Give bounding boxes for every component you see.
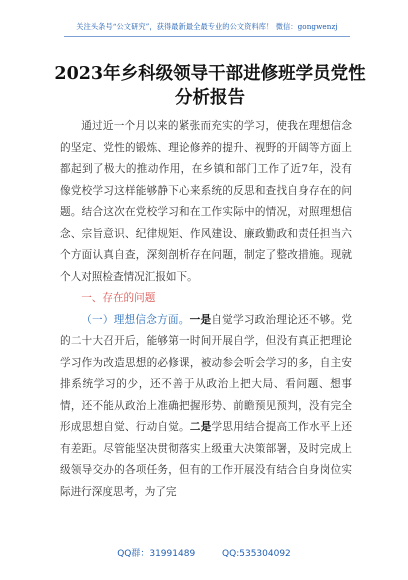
point1-label: 一是 <box>189 313 212 326</box>
footer-qq: QQ:535304092 <box>222 549 291 559</box>
intro-paragraph: 通过近一个月以来的紧张而充实的学习，使我在理想信念的坚定、党性的锻炼、理论修养的提升、视野的开阔等方面上都起到了极大的推动作用，在乡镇和部门工作了近7年，没有像党校学习这样能够静下心来系统的反思和查找自身存在的问题。结合这次在党校学习和在工作实际中的情况，对照理想信念、宗旨意识、纪律规矩、作风建设、廉政勤政和责任担当六个方面认真自查，深刻剖析存在问题，制定了整改措施。现就个人对照检查情况汇报如下。 <box>60 120 352 283</box>
header-banner[interactable]: 关注头条号“公文研究”，获得最新最全最专业的公文资料库！ 微信：gongwenzj <box>76 22 338 31</box>
subsection-paragraph <box>60 310 352 504</box>
document-title: 2023年乡科级领导干部进修班学员党性分析报告 <box>54 64 366 108</box>
subsection-heading: （一）理想信念方面。 <box>81 313 190 326</box>
header-divider <box>64 36 350 37</box>
point2-text: 学思用结合提高工作水平上还有差距。尽管能坚决贯彻落实上级重大决策部署，及时完成上级领导交办的各项任务，但有的工作开展没有结合自身岗位实际进行深度思考，为了完 <box>60 421 353 498</box>
section-heading: 一、存在的问题 <box>81 292 156 304</box>
document-body <box>60 116 352 503</box>
point1-text: 自觉学习政治理论还不够。党的二十大召开后，能够第一时间开展自学，但没有真正把理论学习作为改造思想的必修课，被动参会听会学习的多，自主安排系统学习的少，还不善于从政治上把大局、看问题、想事情，还不能从政治上准确把握形势、前瞻预见预判，没有完全形成思想自觉、行动自觉。 <box>60 313 353 433</box>
footer-contact <box>0 546 408 559</box>
footer-qq-group: QQ群：31991489 <box>117 549 196 559</box>
point2-label: 二是 <box>189 421 212 433</box>
